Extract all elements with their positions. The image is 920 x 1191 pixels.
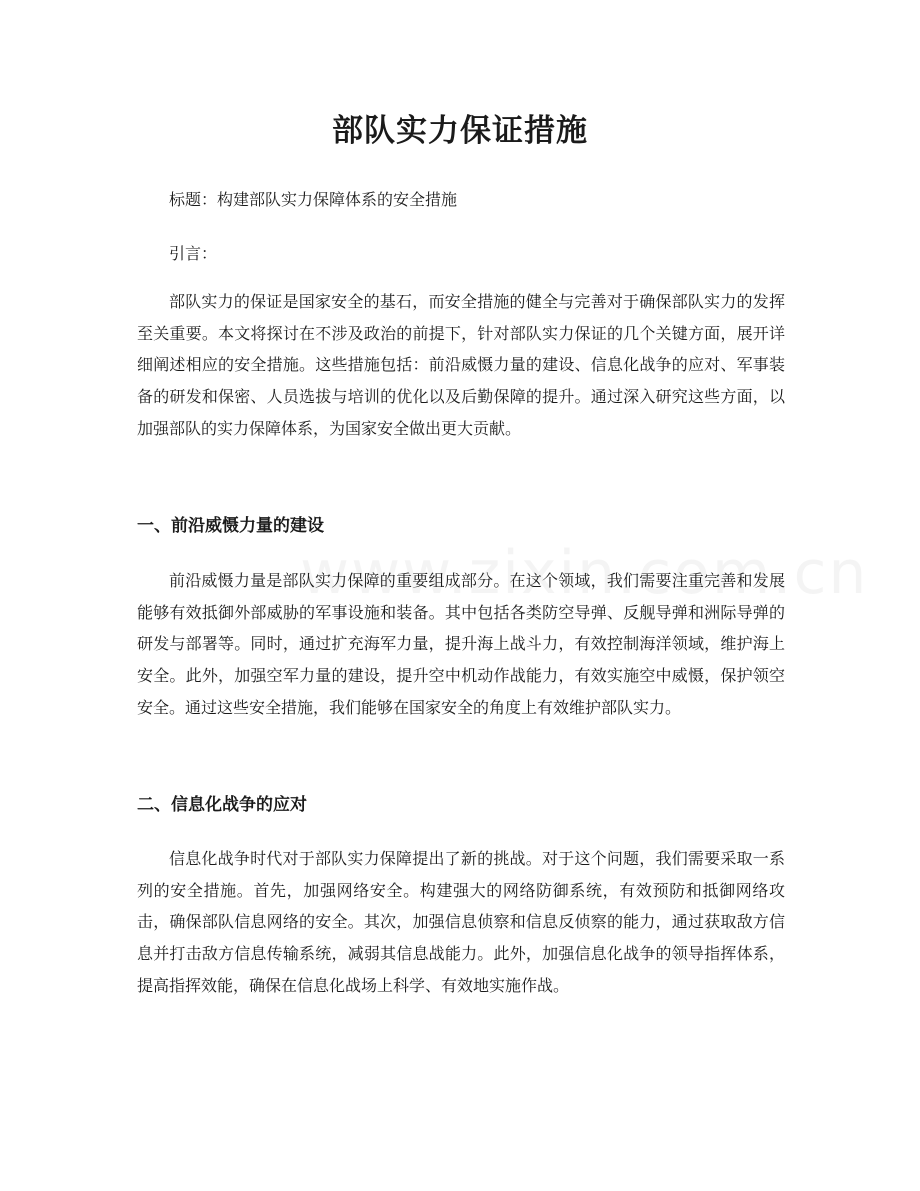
section-paragraph-2: 信息化战争时代对于部队实力保障提出了新的挑战。对于这个问题，我们需要采取一系列的安全措施。首先，加强网络安全。构建强大的网络防御系统，有效预防和抵御网络攻击，确保部队信息网络的安全。其次，加强信息侦察和信息反侦察的能力，通过获取敌方信息并打击敌方信息传输系统，减弱其信息战能力。此外，加强信息化战争的领导指挥体系，提高指挥效能，确保在信息化战场上科学、有效地实施作战。 bbox=[137, 849, 785, 995]
section-heading-2: 二、信息化战争的应对 bbox=[137, 795, 307, 815]
intro-label: 引言： bbox=[169, 244, 218, 263]
subtitle-line: 标题：构建部队实力保障体系的安全措施 bbox=[169, 190, 458, 209]
section-heading-1: 一、前沿威慑力量的建设 bbox=[137, 516, 324, 536]
intro-paragraph: 部队实力的保证是国家安全的基石，而安全措施的健全与完善对于确保部队实力的发挥至关重要。本文将探讨在不涉及政治的前提下，针对部队实力保证的几个关键方面，展开详细阐述相应的安全措施。这些措施包括：前沿威慑力量的建设、信息化战争的应对、军事装备的研发和保密、人员选拔与培训的优化以及后勤保障的提升。通过深入研究这些方面，以加强部队的实力保障体系，为国家安全做出更大贡献。 bbox=[137, 292, 785, 438]
page-title: 部队实力保证措施 bbox=[332, 113, 588, 149]
section-paragraph-1: 前沿威慑力量是部队实力保障的重要组成部分。在这个领域，我们需要注重完善和发展能够有效抵御外部威胁的军事设施和装备。其中包括各类防空导弹、反舰导弹和洲际导弹的研发与部署等。同时，通过扩充海军力量，提升海上战斗力，有效控制海洋领域，维护海上安全。此外，加强空军力量的建设，提升空中机动作战能力，有效实施空中威慑，保护领空安全。通过这些安全措施，我们能够在国家安全的角度上有效维护部队实力。 bbox=[137, 571, 785, 717]
